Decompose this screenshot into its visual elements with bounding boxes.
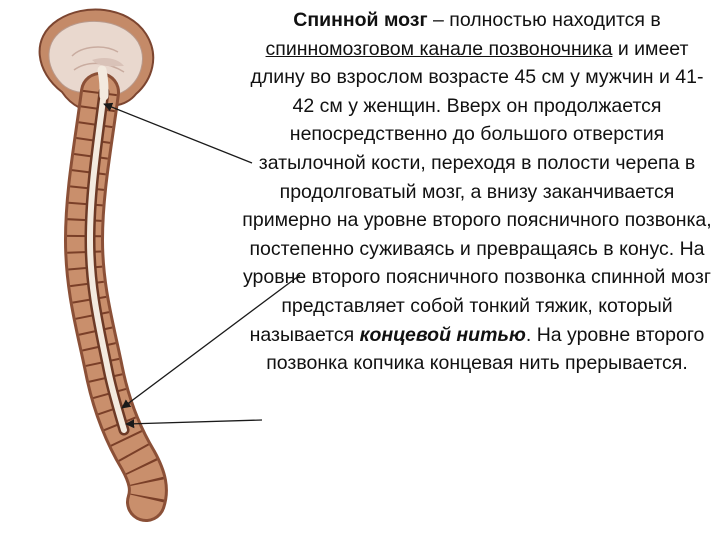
description-text xyxy=(240,6,714,378)
text-part-2: – полностью находится в xyxy=(427,9,661,31)
term-terminal-filum: концевой нитью xyxy=(359,323,526,346)
arrow-to-cord-top xyxy=(104,104,252,163)
term-spinal-cord: Спинной мозг xyxy=(293,9,428,31)
arrow-to-terminal-filum xyxy=(126,420,262,424)
term-spinal-canal: спинномозговом канале позвоночника xyxy=(265,37,613,60)
text-part-6: . На уровне второго позвонка копчика концевая нить прерывается. xyxy=(266,323,705,375)
text-part-4: и имеет длину во взрослом возрасте 45 см у мужчин и 41-42 см у женщин. Вверх он продолжается непосредственно до большого отверстия затылочной кости, переходя в полости черепа в продолговатый мозг, а внизу заканчивается примерно на уровне второго поясничного позвонка, постепенно суживаясь и превращаясь в конус. На уровне второго поясничного позвонка спинной мозг представляет собой тонкий тяжик, который называется xyxy=(242,37,712,346)
